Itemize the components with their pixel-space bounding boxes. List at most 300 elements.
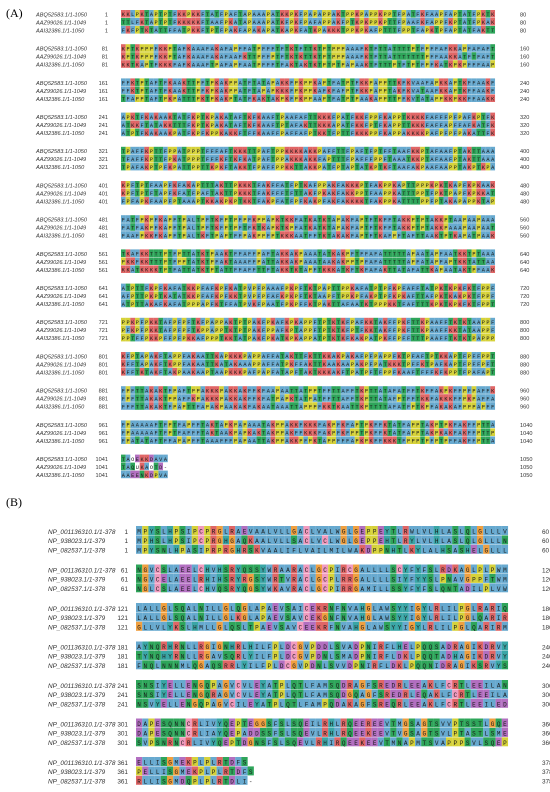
residue-letter: T	[412, 336, 415, 342]
residue-letter: T	[379, 294, 382, 300]
residue-letter: K	[159, 225, 163, 231]
residue-letter: F	[416, 28, 419, 34]
residue-letter: A	[234, 302, 238, 308]
residue-letter: K	[295, 260, 299, 266]
residue-letter: A	[164, 115, 168, 121]
residue-letter: T	[426, 191, 429, 197]
residue-letter: P	[482, 336, 485, 342]
residue-letter: P	[421, 199, 424, 205]
residue-letter: F	[122, 233, 125, 239]
residue-letter: P	[281, 123, 284, 129]
residue-letter: T	[327, 328, 330, 334]
residue-letter: P	[197, 165, 200, 171]
residue-letter: A	[304, 268, 308, 274]
residue-letter: F	[122, 28, 125, 34]
sequence-id: AAZ99026.1/1-1049	[35, 89, 86, 95]
residue-letter: T	[351, 89, 354, 95]
residue-letter: P	[234, 62, 237, 68]
residue-letter: T	[486, 28, 489, 34]
residue-letter: K	[136, 62, 140, 68]
residue-letter: P	[140, 217, 143, 223]
residue-letter: A	[267, 123, 271, 129]
residue-letter: A	[178, 165, 182, 171]
residue-letter: A	[463, 165, 467, 171]
residue-letter: F	[472, 89, 475, 95]
residue-letter: K	[356, 115, 360, 121]
residue-letter: P	[234, 89, 237, 95]
sequence-id: AAI32386.1/1-1050	[35, 97, 85, 103]
residue-letter: L	[192, 225, 195, 231]
residue-letter: T	[327, 97, 330, 103]
residue-letter: P	[341, 54, 344, 60]
residue-letter: F	[407, 149, 410, 155]
residue-letter: K	[313, 46, 317, 52]
residue-letter: K	[384, 320, 388, 326]
row-end-number: 240	[520, 97, 529, 103]
alignment-block	[35, 181, 529, 205]
residue-letter: P	[183, 260, 186, 266]
residue-letter: A	[220, 97, 224, 103]
residue-letter: K	[421, 131, 425, 137]
residue-letter: K	[248, 115, 252, 121]
residue-letter: L	[192, 233, 195, 239]
residue-letter: K	[360, 268, 364, 274]
residue-letter: K	[257, 28, 261, 34]
residue-letter: A	[482, 217, 486, 223]
residue-letter: P	[318, 302, 321, 308]
residue-letter: T	[388, 28, 391, 34]
residue-letter: F	[253, 123, 256, 129]
residue-letter: F	[374, 54, 377, 60]
residue-letter: F	[402, 62, 405, 68]
residue-letter: T	[285, 199, 288, 205]
residue-letter: K	[327, 354, 331, 360]
residue-letter: F	[234, 12, 237, 18]
residue-letter: K	[356, 199, 360, 205]
residue-letter: K	[370, 320, 374, 326]
residue-letter: A	[458, 217, 462, 223]
residue-letter: P	[407, 28, 410, 34]
residue-letter: T	[248, 149, 251, 155]
residue-letter: K	[211, 165, 215, 171]
residue-letter: P	[482, 320, 485, 326]
residue-letter: P	[295, 302, 298, 308]
row-end-number: 160	[520, 55, 529, 61]
residue-letter: T	[271, 252, 274, 258]
residue-letter: T	[239, 302, 242, 308]
residue-letter: A	[243, 62, 247, 68]
residue-letter: T	[220, 302, 223, 308]
residue-letter: P	[122, 336, 125, 342]
residue-letter: K	[262, 225, 266, 231]
residue-letter: F	[206, 46, 209, 52]
residue-letter: T	[243, 320, 246, 326]
residue-letter: A	[472, 320, 476, 326]
row-start-number: 321	[99, 157, 108, 163]
residue-letter: A	[276, 286, 280, 292]
sequence-id: AAI32386.1/1-1050	[35, 165, 85, 171]
residue-letter: T	[183, 149, 186, 155]
residue-letter: T	[253, 157, 256, 163]
residue-letter: K	[356, 28, 360, 34]
residue-letter: P	[440, 20, 443, 26]
residue-letter: K	[309, 149, 313, 155]
residue-letter: T	[304, 217, 307, 223]
residue-letter: T	[183, 97, 186, 103]
residue-letter: P	[248, 320, 251, 326]
residue-letter: A	[206, 294, 210, 300]
residue-letter: P	[370, 20, 373, 26]
residue-letter: P	[243, 217, 246, 223]
residue-letter: A	[295, 233, 299, 239]
residue-letter: A	[164, 225, 168, 231]
residue-letter: T	[393, 12, 396, 18]
residue-letter: P	[229, 97, 232, 103]
residue-letter: A	[243, 252, 247, 258]
residue-letter: T	[393, 97, 396, 103]
residue-letter: A	[341, 217, 345, 223]
residue-letter: F	[173, 252, 176, 258]
residue-letter: T	[379, 46, 382, 52]
residue-letter: T	[136, 294, 139, 300]
residue-letter: T	[243, 131, 246, 137]
row-end-number: 800	[520, 336, 529, 342]
residue-letter: A	[281, 199, 285, 205]
residue-letter: K	[449, 286, 453, 292]
residue-letter: A	[253, 12, 257, 18]
residue-letter: P	[426, 320, 429, 326]
residue-letter: A	[421, 97, 425, 103]
residue-letter: F	[131, 28, 134, 34]
residue-letter: P	[215, 62, 218, 68]
row-start-number: 401	[99, 183, 108, 189]
residue-letter: P	[491, 336, 494, 342]
residue-letter: K	[332, 191, 336, 197]
residue-letter: A	[435, 320, 439, 326]
residue-letter: A	[178, 54, 182, 60]
residue-letter: F	[136, 260, 139, 266]
residue-letter: P	[295, 97, 298, 103]
residue-letter: F	[472, 81, 475, 87]
residue-letter: T	[281, 336, 284, 342]
residue-letter: K	[309, 294, 313, 300]
residue-letter: F	[454, 131, 457, 137]
residue-letter: A	[229, 28, 233, 34]
residue-letter: T	[426, 260, 429, 266]
residue-letter: F	[122, 81, 125, 87]
residue-letter: K	[234, 149, 238, 155]
residue-letter: A	[491, 165, 495, 171]
residue-letter: T	[183, 28, 186, 34]
residue-letter: A	[299, 336, 303, 342]
residue-letter: T	[426, 217, 429, 223]
residue-letter: F	[346, 157, 349, 163]
residue-letter: K	[187, 286, 191, 292]
residue-letter: A	[290, 123, 294, 129]
residue-letter: A	[276, 354, 280, 360]
residue-letter: P	[444, 233, 447, 239]
residue-letter: P	[271, 89, 274, 95]
residue-letter: T	[458, 320, 461, 326]
residue-letter: F	[290, 191, 293, 197]
residue-letter: T	[295, 62, 298, 68]
residue-letter: F	[281, 191, 284, 197]
residue-letter: T	[131, 225, 134, 231]
residue-letter: T	[136, 268, 139, 274]
residue-letter: K	[201, 260, 205, 266]
residue-letter: K	[122, 191, 126, 197]
residue-letter: K	[407, 225, 411, 231]
residue-letter: F	[440, 260, 443, 266]
residue-letter: F	[477, 54, 480, 60]
residue-letter: T	[309, 62, 312, 68]
residue-letter: F	[140, 336, 143, 342]
residue-letter: A	[407, 268, 411, 274]
residue-letter: P	[248, 336, 251, 342]
residue-letter: P	[472, 252, 475, 258]
row-end-number: 480	[520, 183, 529, 189]
residue-letter: F	[327, 149, 330, 155]
residue-letter: K	[430, 183, 434, 189]
residue-letter: A	[239, 97, 243, 103]
residue-letter: T	[178, 217, 181, 223]
residue-letter: F	[360, 149, 363, 155]
residue-letter: T	[454, 268, 457, 274]
residue-letter: K	[285, 217, 289, 223]
residue-letter: F	[332, 165, 335, 171]
residue-letter: A	[150, 81, 154, 87]
residue-letter: F	[248, 131, 251, 137]
residue-letter: P	[398, 97, 401, 103]
residue-letter: T	[458, 165, 461, 171]
residue-letter: F	[253, 268, 256, 274]
residue-letter: A	[318, 294, 322, 300]
residue-letter: T	[491, 54, 494, 60]
residue-letter: P	[192, 165, 195, 171]
residue-letter: F	[206, 233, 209, 239]
residue-letter: F	[346, 328, 349, 334]
residue-letter: P	[374, 294, 377, 300]
residue-letter: F	[140, 123, 143, 129]
residue-letter: P	[257, 157, 260, 163]
sequence-id: AAZ99026.1/1-1049	[35, 20, 86, 26]
residue-letter: K	[430, 268, 434, 274]
residue-letter: K	[444, 97, 448, 103]
residue-letter: P	[379, 81, 382, 87]
residue-letter: T	[402, 54, 405, 60]
residue-letter: T	[187, 268, 190, 274]
residue-letter: F	[173, 268, 176, 274]
residue-letter: T	[276, 20, 279, 26]
residue-letter: P	[140, 54, 143, 60]
residue-letter: K	[154, 354, 158, 360]
residue-letter: F	[374, 62, 377, 68]
row-start-number: 721	[99, 336, 108, 342]
residue-letter: F	[248, 217, 251, 223]
residue-letter: P	[323, 81, 326, 87]
panel-b-label: (B)	[6, 495, 22, 510]
residue-letter: T	[187, 252, 190, 258]
residue-letter: A	[360, 165, 364, 171]
residue-letter: F	[271, 183, 274, 189]
alignment-block	[35, 10, 526, 34]
residue-letter: A	[323, 149, 327, 155]
residue-letter: T	[393, 28, 396, 34]
residue-letter: K	[444, 89, 448, 95]
residue-letter: T	[384, 260, 387, 266]
residue-letter: P	[304, 328, 307, 334]
residue-letter: F	[136, 225, 139, 231]
residue-letter: T	[187, 97, 190, 103]
residue-letter: F	[468, 54, 471, 60]
residue-letter: K	[229, 131, 233, 137]
residue-letter: F	[486, 54, 489, 60]
residue-letter: T	[402, 268, 405, 274]
residue-letter: F	[379, 115, 382, 121]
residue-letter: F	[463, 302, 466, 308]
residue-letter: A	[486, 191, 490, 197]
residue-letter: K	[281, 20, 285, 26]
residue-letter: A	[486, 217, 490, 223]
residue-letter: A	[318, 81, 322, 87]
residue-letter: P	[477, 225, 480, 231]
residue-letter: T	[309, 28, 312, 34]
residue-letter: T	[309, 123, 312, 129]
residue-letter: K	[332, 260, 336, 266]
residue-letter: K	[234, 131, 238, 137]
residue-letter: A	[430, 81, 434, 87]
residue-letter: T	[332, 157, 335, 163]
residue-letter: A	[225, 131, 229, 137]
residue-letter: A	[426, 294, 430, 300]
residue-letter: T	[253, 46, 256, 52]
residue-letter: F	[430, 199, 433, 205]
residue-letter: V	[248, 294, 252, 300]
residue-letter: P	[299, 252, 302, 258]
residue-letter: F	[187, 131, 190, 137]
residue-letter: P	[225, 225, 228, 231]
residue-letter: T	[412, 320, 415, 326]
residue-letter: F	[435, 165, 438, 171]
residue-letter: F	[183, 46, 186, 52]
residue-letter: K	[276, 89, 280, 95]
residue-letter: F	[248, 268, 251, 274]
residue-letter: F	[253, 260, 256, 266]
residue-letter: T	[402, 252, 405, 258]
residue-letter: A	[426, 233, 430, 239]
residue-letter: A	[159, 131, 163, 137]
residue-letter: F	[295, 225, 298, 231]
residue-letter: K	[323, 115, 327, 121]
residue-letter: T	[178, 123, 181, 129]
residue-letter: K	[454, 328, 458, 334]
residue-letter: T	[243, 336, 246, 342]
residue-letter: T	[173, 294, 176, 300]
residue-letter: F	[365, 260, 368, 266]
residue-letter: F	[183, 62, 186, 68]
sequence-id: AAI32386.1/1-1050	[35, 28, 85, 34]
residue-letter: P	[290, 336, 293, 342]
residue-letter: T	[215, 268, 218, 274]
residue-letter: F	[449, 149, 452, 155]
residue-letter: A	[370, 252, 374, 258]
residue-letter: K	[416, 115, 420, 121]
residue-letter: K	[136, 123, 140, 129]
residue-letter: K	[164, 294, 168, 300]
residue-letter: T	[472, 294, 475, 300]
residue-letter: A	[271, 302, 275, 308]
residue-letter: A	[201, 46, 205, 52]
residue-letter: P	[215, 328, 218, 334]
residue-letter: A	[304, 191, 308, 197]
residue-letter: K	[318, 131, 322, 137]
residue-letter: F	[346, 336, 349, 342]
residue-letter: K	[449, 46, 453, 52]
residue-letter: T	[183, 252, 186, 258]
residue-letter: A	[468, 225, 472, 231]
residue-letter: P	[412, 46, 415, 52]
residue-letter: K	[412, 131, 416, 137]
residue-letter: A	[154, 28, 158, 34]
residue-letter: P	[131, 286, 134, 292]
residue-letter: K	[183, 20, 187, 26]
residue-letter: A	[131, 97, 135, 103]
residue-letter: T	[327, 81, 330, 87]
residue-letter: T	[271, 260, 274, 266]
residue-letter: A	[150, 12, 154, 18]
residue-letter: F	[173, 260, 176, 266]
residue-letter: T	[229, 183, 232, 189]
residue-letter: T	[318, 260, 321, 266]
residue-letter: T	[150, 252, 153, 258]
residue-letter: F	[154, 89, 157, 95]
residue-letter: F	[267, 149, 270, 155]
residue-letter: P	[234, 191, 237, 197]
residue-letter: T	[379, 286, 382, 292]
residue-letter: K	[384, 123, 388, 129]
residue-letter: K	[281, 89, 285, 95]
residue-letter: K	[407, 81, 411, 87]
residue-letter: K	[388, 302, 392, 308]
residue-letter: T	[313, 131, 316, 137]
residue-letter: F	[299, 199, 302, 205]
residue-letter: F	[267, 157, 270, 163]
residue-letter: T	[136, 191, 139, 197]
residue-letter: K	[154, 328, 158, 334]
residue-letter: F	[239, 115, 242, 121]
residue-letter: P	[454, 20, 457, 26]
residue-letter: K	[444, 81, 448, 87]
residue-letter: T	[398, 62, 401, 68]
residue-letter: F	[257, 199, 260, 205]
residue-letter: K	[276, 97, 280, 103]
residue-letter: K	[290, 354, 294, 360]
row-end-number: 400	[520, 157, 529, 163]
residue-letter: F	[332, 81, 335, 87]
residue-letter: P	[201, 328, 204, 334]
residue-letter: A	[374, 191, 378, 197]
residue-letter: P	[262, 294, 265, 300]
residue-letter: T	[206, 260, 209, 266]
residue-letter: F	[122, 225, 125, 231]
residue-letter: T	[299, 354, 302, 360]
residue-letter: P	[159, 336, 162, 342]
residue-letter: P	[313, 12, 316, 18]
residue-letter: F	[449, 157, 452, 163]
residue-letter: A	[412, 165, 416, 171]
residue-letter: A	[299, 320, 303, 326]
residue-letter: K	[440, 294, 444, 300]
